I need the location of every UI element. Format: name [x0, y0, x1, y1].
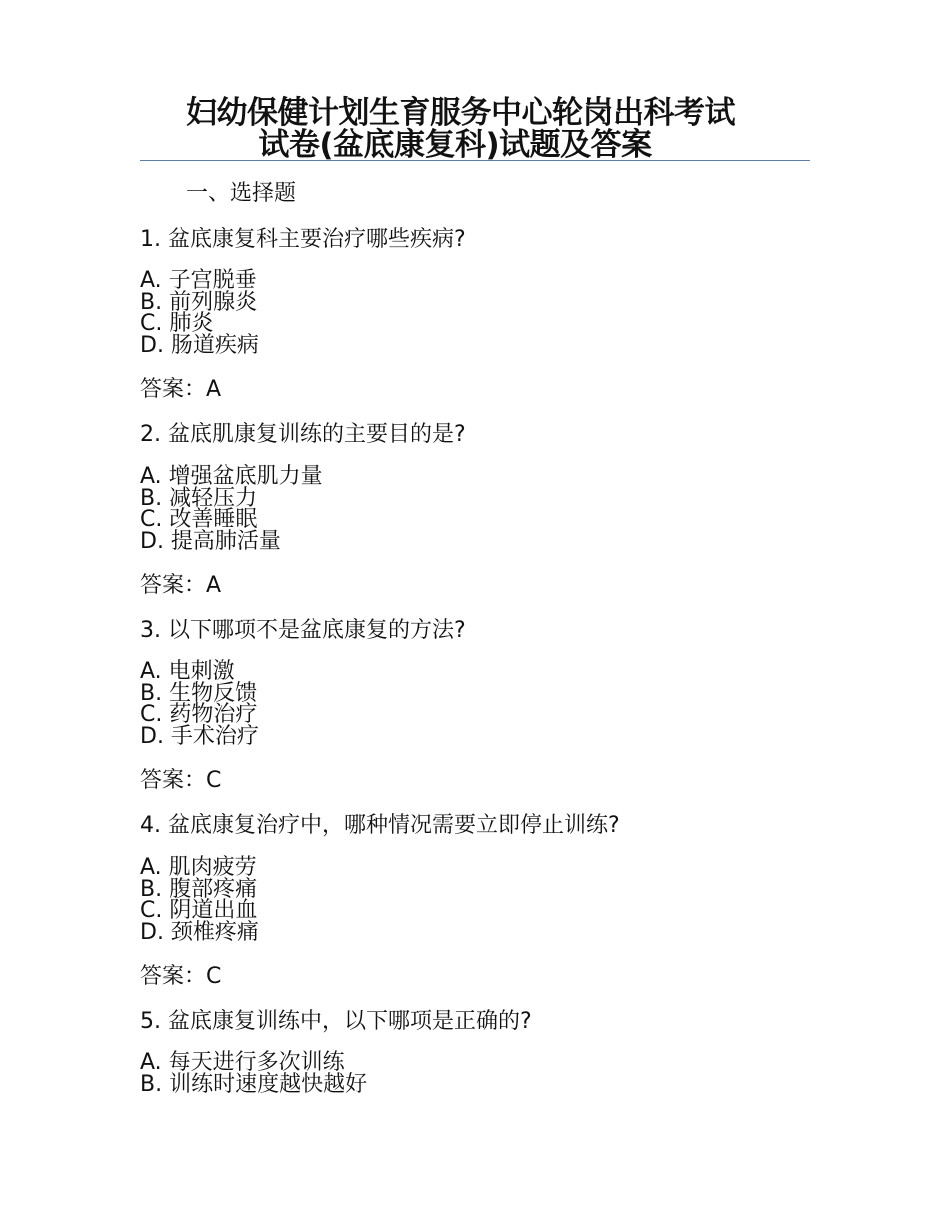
question-3-options	[140, 661, 259, 747]
question-1-options	[140, 270, 259, 356]
question-1: 1. 盆底康复科主要治疗哪些疾病?	[140, 227, 466, 252]
option-d: D. 颈椎疼痛	[140, 919, 259, 945]
answer-1: 答案：A	[140, 377, 222, 402]
option-a: A. 电刺激	[140, 659, 235, 684]
answer-2: 答案：A	[140, 573, 222, 598]
option-c: C. 阴道出血	[140, 898, 258, 923]
option-d: D. 提高肺活量	[140, 528, 281, 554]
question-4-options	[140, 857, 259, 943]
title-line-1: 妇幼保健计划生育服务中心轮岗出科考试	[186, 95, 735, 131]
title-underline	[140, 160, 810, 161]
question-4: 4. 盆底康复治疗中，哪种情况需要立即停止训练?	[140, 813, 620, 838]
option-b: B. 生物反馈	[140, 680, 258, 706]
option-c: C. 药物治疗	[140, 702, 258, 727]
document-title	[140, 95, 810, 163]
option-d: D. 肠道疾病	[140, 332, 259, 358]
option-b: B. 前列腺炎	[140, 289, 258, 315]
option-b: B. 减轻压力	[140, 485, 258, 511]
option-b: B. 训练时速度越快越好	[140, 1071, 368, 1097]
answer-4: 答案：C	[140, 964, 222, 989]
question-3: 3. 以下哪项不是盆底康复的方法?	[140, 618, 466, 643]
option-d: D. 手术治疗	[140, 723, 259, 749]
option-a: A. 子宫脱垂	[140, 268, 257, 293]
question-5: 5. 盆底康复训练中，以下哪项是正确的?	[140, 1009, 532, 1034]
option-c: C. 肺炎	[140, 311, 214, 336]
option-a: A. 每天进行多次训练	[140, 1050, 345, 1075]
question-2: 2. 盆底肌康复训练的主要目的是?	[140, 422, 466, 447]
option-a: A. 增强盆底肌力量	[140, 464, 323, 489]
answer-3: 答案：C	[140, 768, 222, 793]
option-a: A. 肌肉疲劳	[140, 855, 257, 880]
option-b: B. 腹部疼痛	[140, 876, 258, 902]
title-line-2: 试卷(盆底康复科)试题及答案	[258, 127, 652, 163]
question-5-options	[140, 1052, 367, 1095]
section-heading: 一、选择题	[186, 181, 297, 206]
option-c: C. 改善睡眠	[140, 507, 258, 532]
question-2-options	[140, 466, 323, 552]
